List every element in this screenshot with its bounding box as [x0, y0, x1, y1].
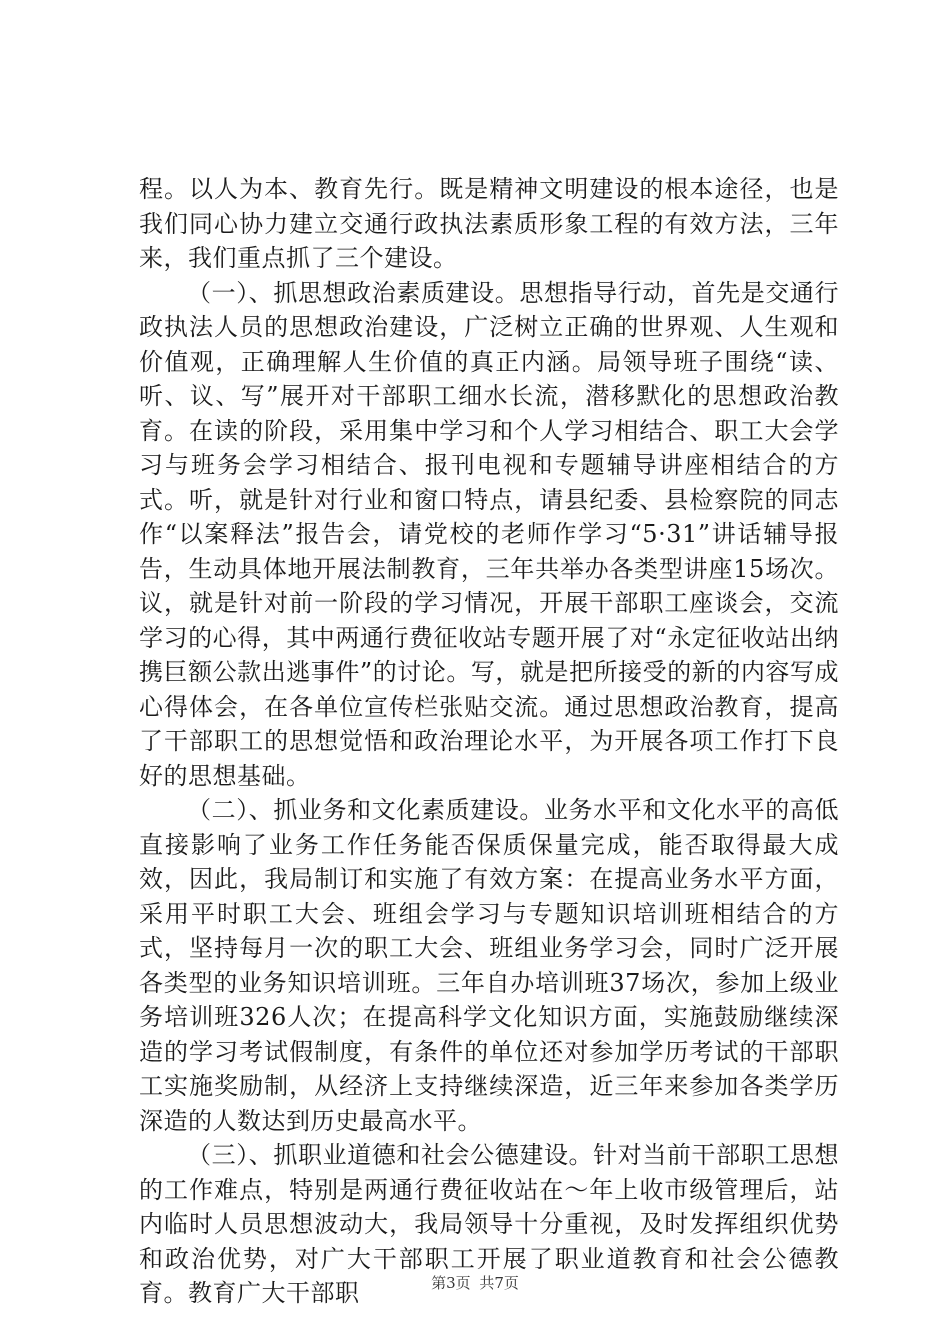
paragraph-business-cultural: （二）、抓业务和文化素质建设。业务水平和文化水平的高低直接影响了业务工作任务能否保质保量完成，能否取得最大成效，因此，我局制订和实施了有效方案：在提高业务水平方面，采用平时职工大会、班组会学习与专题知识培训班相结合的方式，坚持每月一次的职工大会、班组业务学习会，同时广泛开展各类型的业务知识培训班。三年自办培训班37场次，参加上级业务培训班326人次；在提高科学文化知识方面，实施鼓励继续深造的学习考试假制度，有条件的单位还对参加学历考试的干部职工实施奖励制，从经济上支持继续深造，近三年来参加各类学历深造的人数达到历史最高水平。	[139, 796, 839, 1135]
document-body	[139, 172, 839, 1311]
paragraph-professional-ethics: （三）、抓职业道德和社会公德建设。针对当前干部职工思想的工作难点，特别是两通行费征收站在～年上收市级管理后，站内临时人员思想波动大，我局领导十分重视，及时发挥组织优势和政治优势，对广大干部职工开展了职业道教育和社会公德教育。教育广大干部职	[139, 1141, 839, 1307]
page-number: 第3页	[431, 1274, 471, 1292]
page-footer	[0, 1272, 950, 1293]
paragraph-ideological-political: （一）、抓思想政治素质建设。思想指导行动，首先是交通行政执法人员的思想政治建设，广泛树立正确的世界观、人生观和价值观，正确理解人生价值的真正内涵。局领导班子围绕“读、听、议、写”展开对干部职工细水长流，潜移默化的思想政治教育。在读的阶段，采用集中学习和个人学习相结合、职工大会学习与班务会学习相结合、报刊电视和专题辅导讲座相结合的方式。听，就是针对行业和窗口特点，请县纪委、县检察院的同志作“以案释法”报告会，请党校的老师作学习“5·31”讲话辅导报告，生动具体地开展法制教育，三年共举办各类型讲座15场次。议，就是针对前一阶段的学习情况，开展干部职工座谈会，交流学习的心得，其中两通行费征收站专题开展了对“永定征收站出纳携巨额公款出逃事件”的讨论。写，就是把所接受的新的内容写成心得体会，在各单位宣传栏张贴交流。通过思想政治教育，提高了干部职工的思想觉悟和政治理论水平，为开展各项工作打下良好的思想基础。	[139, 278, 839, 790]
paragraph-continuation: 程。以人为本、教育先行。既是精神文明建设的根本途径，也是我们同心协力建立交通行政执法素质形象工程的有效方法，三年来，我们重点抓了三个建设。	[139, 175, 839, 272]
page-total: 共7页	[479, 1274, 519, 1292]
